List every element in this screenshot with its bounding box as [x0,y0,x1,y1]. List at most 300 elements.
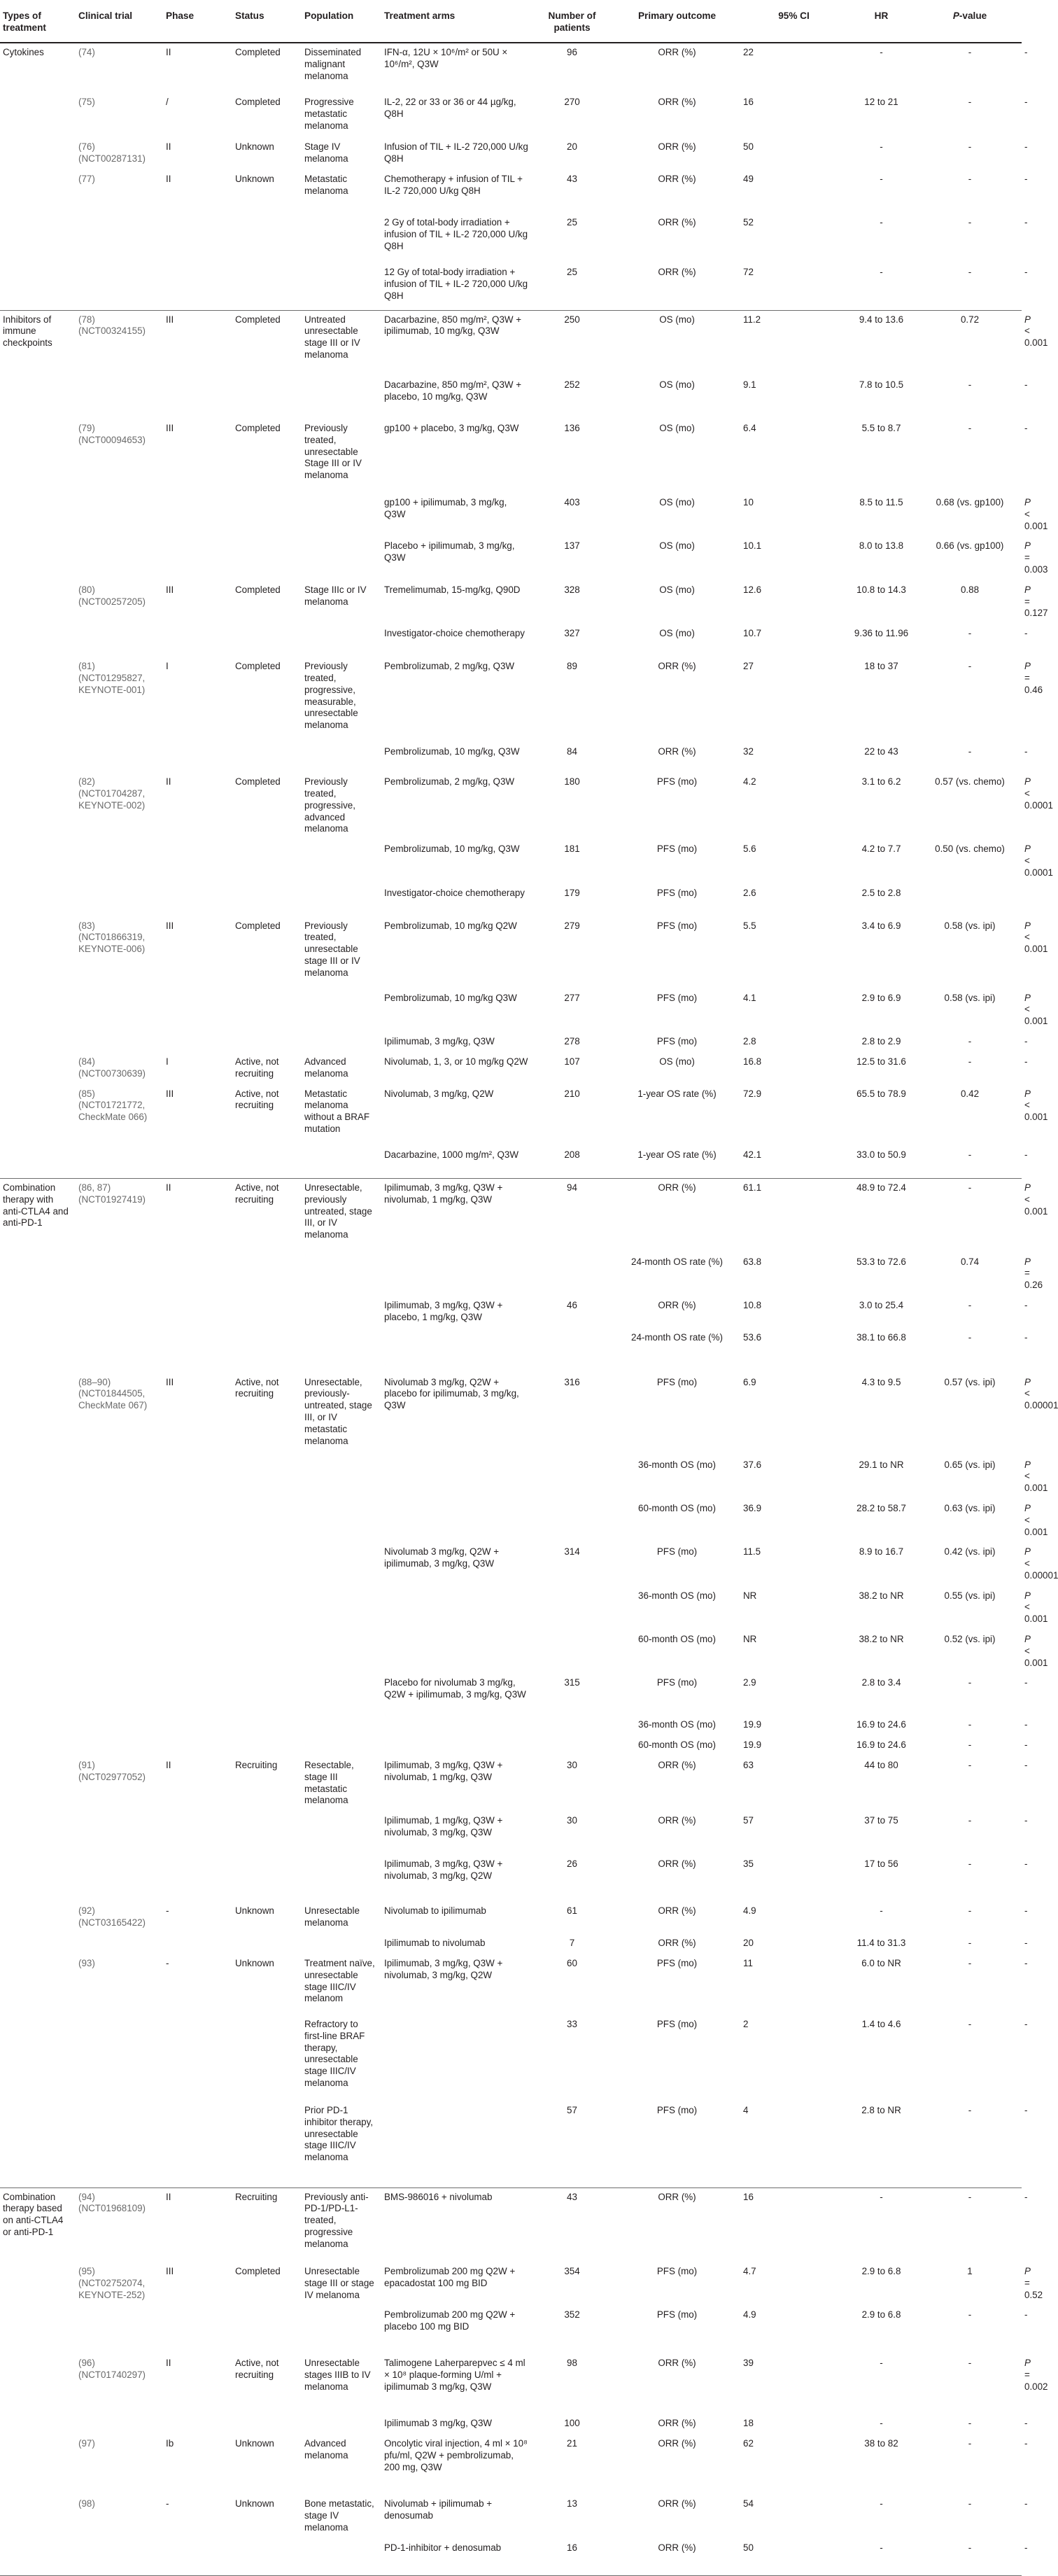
patient-count: 315 [564,1677,580,1688]
primary-outcome: ORR (%) [658,97,696,107]
ci-cell [845,1587,918,1630]
patient-count: 316 [564,1376,580,1387]
outcome-value-cell [743,1146,845,1179]
clinical-trial-cell [76,138,163,170]
hr-cell [918,2015,1022,2101]
population-cell [302,743,381,773]
hr-cell [918,1543,1022,1586]
phase-cell [163,2262,232,2306]
population-cell [302,1716,381,1736]
patient-count: 252 [564,379,580,390]
hazard-ratio: - [968,1858,972,1870]
p-value: P < 0.001 [1024,1502,1048,1537]
table-row [0,1456,1022,1499]
outcome-value-cell [743,1954,845,2015]
treatment-arm-cell [381,581,533,624]
phase-cell [163,214,232,263]
treatment-type-cell [0,773,76,840]
patients-cell [533,1253,611,1296]
treatment-arm: Pembrolizumab 200 mg Q2W + placebo 100 mg BID [384,2309,516,2332]
p-value: - [1024,1958,1028,1969]
phase: II [166,2191,171,2202]
outcome-value-cell [743,2354,845,2414]
primary-outcome: 60-month OS (mo) [638,1502,716,1513]
outcome-value-cell [743,170,845,214]
primary-outcome: ORR (%) [658,1858,696,1870]
ci-cell [845,1736,918,1756]
hr-cell [918,2495,1022,2538]
trial-reference: (78) [78,314,95,325]
phase: III [166,1376,174,1387]
status: Completed [235,97,281,107]
treatment-arm-cell [381,1499,533,1543]
patient-count: 270 [564,97,580,107]
primary-outcome: ORR (%) [658,2358,696,2369]
p-value: - [1024,379,1028,390]
confidence-interval: 37 to 75 [864,1815,898,1826]
hazard-ratio: - [968,97,972,107]
treatment-arm: Ipilimumab 3 mg/kg, Q3W [384,2418,493,2429]
population-cell [302,1587,381,1630]
outcome-value: 4.9 [743,2309,756,2320]
status-cell [232,840,302,883]
treatment-arm: Talimogene Laherparepvec ≤ 4 ml × 10⁸ plaque-forming U/ml + ipilimumab 3 mg/kg, Q3W [384,2358,526,2393]
outcome-value-cell [743,1085,845,1146]
clinical-trial-cell [76,989,163,1032]
confidence-interval: 11.4 to 31.3 [856,1938,906,1949]
patients-cell [533,1630,611,1674]
clinical-trial-cell [76,1855,163,1902]
outcome-value: 19.9 [743,1719,762,1730]
treatment-arm: Investigator-choice chemotherapy [384,887,525,898]
status-cell [232,1053,302,1085]
status-cell [232,989,302,1032]
patients-cell [533,2262,611,2306]
table-row [0,624,1022,657]
outcome-value: 52 [743,217,754,227]
trial-reference: (74) [78,47,95,57]
phase: II [166,47,171,57]
hr-cell [918,624,1022,657]
confidence-interval: 48.9 to 72.4 [856,1182,906,1194]
phase-cell [163,1085,232,1146]
table-row [0,1253,1022,1296]
population: Disseminated malignant melanoma [304,47,362,81]
outcome-value-cell [743,1296,845,1329]
primary-outcome: PFS (mo) [656,1376,698,1387]
outcome-cell [611,1716,743,1736]
table-row [0,1630,1022,1674]
outcome-cell [611,1902,743,1934]
clinical-trial-cell [76,2015,163,2101]
table-row [0,376,1022,419]
table-row [0,493,1022,537]
patient-count: 30 [567,1760,577,1771]
table-row [0,1756,1022,1812]
patient-count: 61 [567,1905,577,1917]
patients-cell [533,1146,611,1179]
outcome-value: 63.8 [743,1256,762,1267]
population-cell [302,2306,381,2354]
table-row [0,1146,1022,1179]
status-cell [232,1736,302,1756]
clinical-trial-cell [76,2414,163,2435]
hazard-ratio: 0.72 [960,314,980,325]
phase-cell [163,2354,232,2414]
treatment-arm: Placebo for nivolumab 3 mg/kg, Q2W + ipilimumab, 3 mg/kg, Q3W [384,1677,526,1700]
ci-cell [845,138,918,170]
treatment-arm: Nivolumab 3 mg/kg, Q2W + placebo for ipilimumab, 3 mg/kg, Q3W [384,1376,519,1411]
primary-outcome: ORR (%) [658,1938,696,1949]
phase-cell [163,93,232,138]
population-cell [302,773,381,840]
hr-cell [918,1736,1022,1756]
patient-count: 94 [567,1182,577,1194]
population-cell [302,263,381,310]
treatment-arm: Pembrolizumab, 10 mg/kg Q3W [384,992,517,1003]
patients-cell [533,1329,611,1373]
ci-cell [845,1756,918,1812]
table-row [0,2495,1022,2538]
hr-cell [918,1954,1022,2015]
hr-cell [918,93,1022,138]
outcome-value-cell [743,1630,845,1674]
confidence-interval: 18 to 37 [864,661,898,672]
primary-outcome: ORR (%) [658,47,696,57]
phase-cell [163,2101,232,2188]
primary-outcome: ORR (%) [658,174,696,184]
hazard-ratio: - [968,661,972,672]
primary-outcome: PFS (mo) [656,920,698,931]
outcome-cell [611,1146,743,1179]
status-cell [232,214,302,263]
status-cell [232,1543,302,1586]
treatment-type-cell [0,840,76,883]
status: Completed [235,661,281,672]
patients-cell [533,743,611,773]
confidence-interval: 2.9 to 6.8 [861,2309,901,2320]
population: Stage IIIc or IV melanoma [304,584,367,607]
hr-cell [918,1053,1022,1085]
phase-cell [163,917,232,989]
patients-cell [533,537,611,580]
status: Completed [235,2266,281,2277]
patients-cell [533,310,611,376]
status: Completed [235,47,281,57]
outcome-cell [611,2262,743,2306]
header-cell: Number of patients [533,0,611,43]
status-cell [232,1756,302,1812]
hazard-ratio: 0.74 [960,1256,980,1267]
table-row [0,840,1022,883]
outcome-cell [611,419,743,493]
treatment-arm: Nivolumab, 1, 3, or 10 mg/kg Q2W [384,1056,528,1067]
outcome-cell [611,1543,743,1586]
primary-outcome: ORR (%) [658,2418,696,2429]
patients-cell [533,884,611,917]
p-value: - [1024,2019,1028,2030]
treatment-type-cell [0,624,76,657]
status: Active, not recruiting [235,2358,279,2381]
treatment-arm-cell [381,1373,533,1456]
confidence-interval: - [880,141,883,152]
trial-reference: (96) [78,2358,95,2369]
patients-cell [533,2188,611,2262]
treatment-arm-cell [381,840,533,883]
table-row [0,263,1022,310]
table-row [0,1296,1022,1329]
clinical-trial-cell [76,1296,163,1329]
treatment-type-cell [0,537,76,580]
outcome-value: 11 [743,1958,753,1969]
patient-count: 96 [567,47,577,57]
outcome-value: 62 [743,2438,754,2449]
patient-count: 403 [564,497,580,507]
hr-cell [918,170,1022,214]
outcome-value: 6.4 [743,423,756,433]
treatment-arm: gp100 + placebo, 3 mg/kg, Q3W [384,423,519,433]
table-row [0,657,1022,743]
p-value: - [1024,141,1028,152]
outcome-cell [611,743,743,773]
outcome-cell [611,214,743,263]
p-value: P < 0.001 [1024,314,1048,349]
clinical-trial-cell [76,1674,163,1716]
hazard-ratio: - [968,379,972,390]
hr-cell [918,1674,1022,1716]
trial-id: (NCT01866319, KEYNOTE-006) [78,932,146,955]
population: Unresectable melanoma [304,1905,360,1928]
treatment-arm-cell [381,1756,533,1812]
treatment-arm: Infusion of TIL + IL-2 720,000 U/kg Q8H [384,141,528,164]
hazard-ratio: - [968,2105,972,2116]
p-value: P < 0.001 [1024,1088,1048,1123]
patient-count: 46 [567,1299,577,1310]
ci-cell [845,581,918,624]
primary-outcome: ORR (%) [658,1760,696,1771]
patients-cell [533,2539,611,2576]
primary-outcome: PFS (mo) [656,2266,698,2277]
status-cell [232,773,302,840]
confidence-interval: 8.5 to 11.5 [859,497,903,507]
phase-cell [163,989,232,1032]
treatment-arm-cell [381,1855,533,1902]
clinical-trial-cell [76,884,163,917]
p-value: - [1024,1905,1028,1917]
phase-cell [163,1855,232,1902]
outcome-value-cell [743,1902,845,1934]
hazard-ratio: - [968,1299,972,1310]
treatment-type-cell [0,2539,76,2576]
clinical-trial-cell [76,1032,163,1053]
population-cell [302,1756,381,1812]
table-row [0,214,1022,263]
status: Unknown [235,174,274,184]
outcome-value: 4.2 [743,776,756,788]
population: Untreated unresectable stage III or IV melanoma [304,314,360,360]
hazard-ratio: - [968,2418,972,2429]
outcome-value: 4.7 [743,2266,756,2277]
p-value: - [1024,2498,1028,2510]
outcome-value-cell [743,93,845,138]
primary-outcome: PFS (mo) [656,2309,698,2320]
patient-count: 13 [567,2498,577,2510]
outcome-value: 72.9 [743,1088,762,1099]
outcome-cell [611,773,743,840]
treatment-arm-cell [381,2539,533,2576]
table-row [0,1587,1022,1630]
population-cell [302,1902,381,1934]
hr-cell [918,310,1022,376]
treatment-arm: Dacarbazine, 850 mg/m², Q3W + placebo, 10 mg/kg, Q3W [384,379,522,402]
population-cell [302,2015,381,2101]
confidence-interval: 38.2 to NR [859,1590,904,1601]
treatment-type-cell [0,1329,76,1373]
treatment-arm-cell [381,773,533,840]
table-row [0,1812,1022,1855]
clinical-trial-cell [76,2101,163,2188]
patients-cell [533,170,611,214]
patients-cell [533,1954,611,2015]
status-cell [232,1032,302,1053]
treatment-arm-cell [381,2188,533,2262]
ci-cell [845,1032,918,1053]
hr-cell [918,1085,1022,1146]
phase-cell [163,1499,232,1543]
outcome-value-cell [743,419,845,493]
patient-count: 43 [567,174,577,184]
patients-cell [533,1053,611,1085]
status-cell [232,2414,302,2435]
outcome-cell [611,2101,743,2188]
ci-cell [845,1296,918,1329]
p-value: - [1024,1056,1028,1067]
table-row [0,743,1022,773]
status: Active, not recruiting [235,1056,279,1079]
status-cell [232,1296,302,1329]
outcome-value: 10 [743,497,754,507]
table-row [0,537,1022,580]
header-cell: Types of treatment [0,0,76,43]
outcome-cell [611,1253,743,1296]
table-row [0,773,1022,840]
outcome-cell [611,2539,743,2576]
status-cell [232,537,302,580]
trial-id: (NCT01927419) [78,1194,146,1205]
population-cell [302,1179,381,1253]
p-value: - [1024,746,1028,757]
patients-cell [533,263,611,310]
hazard-ratio: - [968,1056,972,1067]
population: Stage IV melanoma [304,141,348,164]
hazard-ratio: - [968,2191,972,2202]
population: Advanced melanoma [304,2438,348,2461]
outcome-value-cell [743,917,845,989]
clinical-trial-cell [76,1587,163,1630]
outcome-cell [611,1329,743,1373]
hr-cell [918,1373,1022,1456]
trial-reference: (88–90) [78,1376,111,1387]
outcome-cell [611,93,743,138]
ci-cell [845,1329,918,1373]
ci-cell [845,537,918,580]
hr-cell [918,138,1022,170]
ci-cell [845,1954,918,2015]
patients-cell [533,376,611,419]
patient-count: 16 [567,2542,577,2553]
hr-cell [918,1253,1022,1296]
outcome-value-cell [743,840,845,883]
header-cell: Phase [163,0,232,43]
phase-cell [163,840,232,883]
patient-count: 25 [567,217,577,227]
treatment-type-cell [0,493,76,537]
phase-cell [163,624,232,657]
outcome-cell [611,1053,743,1085]
patients-cell [533,1373,611,1456]
hr-cell [918,537,1022,580]
treatment-arm-cell [381,2015,533,2101]
hr-cell [918,1756,1022,1812]
trial-reference: (84) [78,1056,95,1067]
hr-cell [918,2354,1022,2414]
treatment-arm-cell [381,2101,533,2188]
hr-cell [918,840,1022,883]
trial-id: (NCT01968109) [78,2203,146,2214]
hr-cell [918,376,1022,419]
phase-cell [163,493,232,537]
hazard-ratio: - [968,1719,972,1730]
treatment-arm-cell [381,1085,533,1146]
status-cell [232,2188,302,2262]
hazard-ratio: - [968,141,972,152]
outcome-cell [611,1934,743,1954]
phase-cell [163,1543,232,1586]
treatment-type-cell [0,884,76,917]
p-value: - [1024,217,1028,227]
treatment-arm-cell [381,1456,533,1499]
hazard-ratio: - [968,1677,972,1688]
patients-cell [533,1587,611,1630]
treatment-arm-cell [381,493,533,537]
status-cell [232,1499,302,1543]
patients-cell [533,840,611,883]
confidence-interval: 3.1 to 6.2 [861,776,901,788]
trial-reference: (85) [78,1088,95,1099]
outcome-value-cell [743,1587,845,1630]
phase-cell [163,2306,232,2354]
primary-outcome: ORR (%) [658,1905,696,1917]
treatment-arm-cell [381,1146,533,1179]
table-row [0,2539,1022,2576]
ci-cell [845,493,918,537]
confidence-interval: 12.5 to 31.6 [856,1056,906,1067]
outcome-value: 2.9 [743,1677,756,1688]
clinical-trial-cell [76,1812,163,1855]
clinical-trial-cell [76,214,163,263]
phase-cell [163,376,232,419]
population-cell [302,581,381,624]
status-cell [232,170,302,214]
phase-cell [163,1032,232,1053]
status: Completed [235,776,281,788]
confidence-interval: 4.3 to 9.5 [861,1376,901,1387]
clinical-trial-cell [76,310,163,376]
hr-cell [918,581,1022,624]
hr-cell [918,2262,1022,2306]
patients-cell [533,43,611,93]
ci-cell [845,624,918,657]
